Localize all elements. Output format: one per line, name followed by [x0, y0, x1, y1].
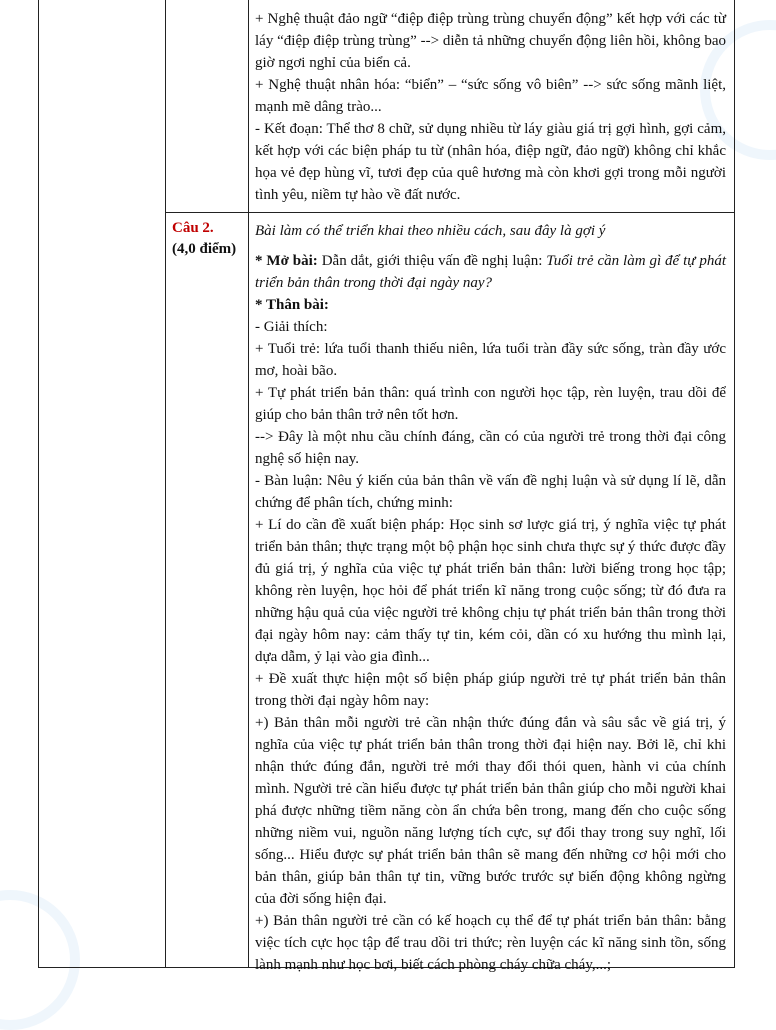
intro-note: Bài làm có thể triển khai theo nhiều cách, sau đây là gợi ý [255, 223, 606, 239]
paragraph: + Tuổi trẻ: lứa tuổi thanh thiếu niên, lứa tuổi tràn đầy sức sống, tràn đầy ước mơ, hoài bão. [255, 341, 726, 379]
paragraph: + Nghệ thuật nhân hóa: “biển” – “sức sống vô biên” --> sức sống mãnh liệt, mạnh mẽ dâng trào... [255, 77, 726, 115]
paragraph: - Kết đoạn: Thể thơ 8 chữ, sử dụng nhiều từ láy giàu giá trị gợi hình, gợi cảm, kết hợp với các biện pháp tu từ (nhân hóa, điệp ngữ, đảo ngữ) không chỉ khắc họa vẻ đẹp hùng vĩ, tươi đẹp của quê hương mà còn khơi gợi trong mỗi người tình yêu, niềm tự hào về đất nước. [255, 121, 726, 203]
column-divider-2 [248, 0, 249, 967]
mo-bai-text: Dẫn dắt, giới thiệu vấn đề nghị luận: [317, 253, 547, 269]
question-label [172, 218, 236, 260]
mo-bai [255, 250, 726, 294]
paragraph: - Bàn luận: Nêu ý kiến của bản thân về vấn đề nghị luận và sử dụng lí lẽ, dẫn chứng để phân tích, chứng minh: [255, 473, 726, 511]
row-divider [165, 212, 734, 213]
than-bai-heading: * Thân bài: [255, 297, 329, 313]
question-number: Câu 2. [172, 220, 214, 236]
paragraph: - Giải thích: [255, 319, 328, 335]
cau2-answer [255, 220, 726, 976]
paragraph: +) Bản thân người trẻ cần có kế hoạch cụ thể để tự phát triển bản thân: bằng việc tích cực học tập để trau dồi tri thức; rèn luyện các kĩ năng sinh tồn, sống lành mạnh như học bơi, biết cách phòng cháy chữa cháy,...; [255, 913, 726, 973]
paragraph: +) Bản thân mỗi người trẻ cần nhận thức đúng đắn và sâu sắc về giá trị, ý nghĩa của việc tự phát triển bản thân trong thời đại hiện nay. Bởi lẽ, chỉ khi nhận thức đúng đắn, người trẻ mới thay đổi thói quen, hành vi của chính mình. Người trẻ cần hiểu được tự phát triển bản thân giúp cho mỗi người khai phá được những tiềm năng còn ẩn chứa bên trong, mang đến cho cuộc sống những niềm vui, nguồn năng lượng tích cực, sự đổi thay trong suy nghĩ, lối sống... Hiểu được sự phát triển bản thân sẽ mang đến những cơ hội mới cho bản thân, giúp bản thân tự tin, vững bước trước sự biến động không ngừng của đời sống hiện đại. [255, 715, 726, 907]
answer-table [38, 0, 735, 973]
mo-bai-heading: * Mở bài: [255, 253, 318, 269]
column-divider-1 [165, 0, 166, 967]
question-points: (4,0 điểm) [172, 241, 237, 257]
paragraph: + Tự phát triển bản thân: quá trình con người học tập, rèn luyện, trau dồi để giúp cho bản thân trở nên tốt hơn. [255, 385, 726, 423]
paragraph: + Lí do cần đề xuất biện pháp: Học sinh sơ lược giá trị, ý nghĩa việc tự phát triển bản thân; thực trạng một bộ phận học sinh chưa thực sự ý thức được đầy đủ giá trị, ý nghĩa của việc tự phát triển bản thân: lười biếng trong học tập; không rèn luyện, học hỏi để phát triển kĩ năng trong cuộc sống; từ đó đưa ra những hậu quả của việc người trẻ không chịu tự phát triển bản thân trong thời đại ngày hôm nay: cảm thấy tự tin, kém cỏi, dần có xu hướng thu mình lại, dựa dẫm, ỷ lại vào gia đình... [255, 517, 726, 665]
cau1-continuation [255, 8, 726, 206]
paragraph: + Nghệ thuật đảo ngữ “điệp điệp trùng trùng chuyển động” kết hợp với các từ láy “điệp điệp trùng trùng” --> diễn tả những chuyển động liên hồi, không bao giờ ngơi nghỉ của biển cả. [255, 11, 726, 71]
mo-bai-topic: Tuổi trẻ cần làm gì để tự phát triển bản thân trong thời đại ngày nay? [255, 253, 727, 291]
paragraph: + Đề xuất thực hiện một số biện pháp giúp người trẻ tự phát triển bản thân trong thời đại ngày hôm nay: [255, 671, 726, 709]
paragraph: --> Đây là một nhu cầu chính đáng, cần có của người trẻ trong thời đại công nghệ số hiện nay. [255, 429, 726, 467]
